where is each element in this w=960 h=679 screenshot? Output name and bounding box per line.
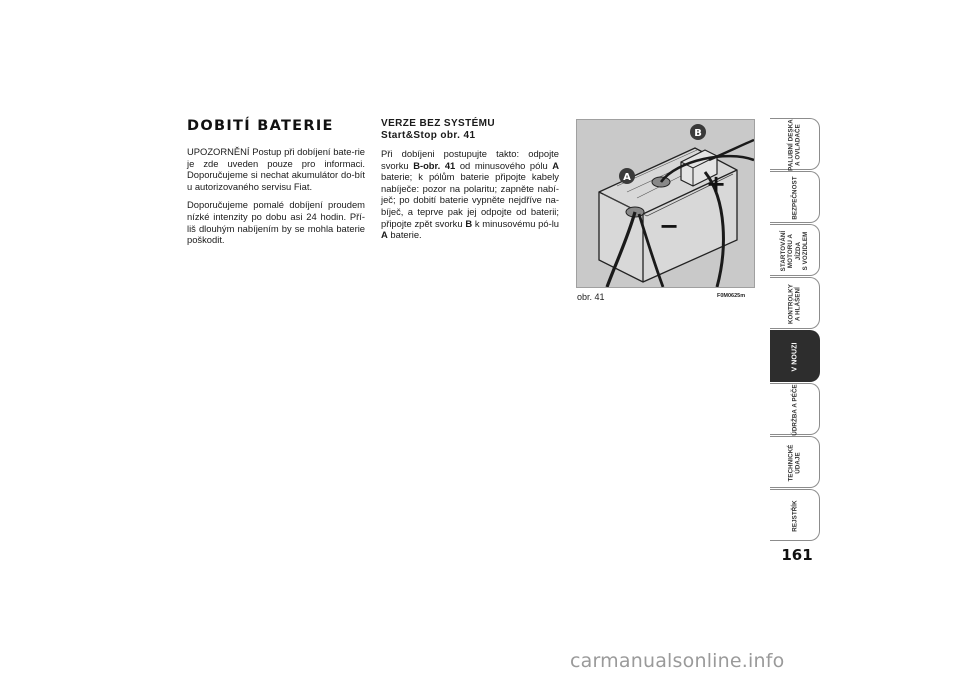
- procedure-text-1: Při dobíjeni postupujte takto: odpojte svorku: [381, 148, 559, 171]
- procedure-text-3: baterie; k pólům baterie připojte kabely nabíječe: pozor na polaritu; zapněte nabí-ječ; po dobití baterie vypněte nejdříve na-bíječ, a teprve pak jej odpojte od baterii; připojte zpět svorku: [381, 171, 559, 229]
- tab-label: STARTOVÁNÍ MOTORU A JÍZDA S VOZIDLEM: [780, 230, 810, 272]
- plus-sign: +: [705, 170, 727, 198]
- subsection-title-line2: Start&Stop obr. 41: [381, 130, 476, 141]
- tab-kontrolky[interactable]: [770, 277, 820, 329]
- procedure-paragraph: [381, 148, 559, 241]
- tab-label: KONTROLKY A HLÁŠENÍ: [787, 283, 802, 325]
- warning-label: UPOZORNĚNÍ: [187, 146, 250, 157]
- warning-paragraph: [187, 146, 365, 192]
- tab-startovani[interactable]: [770, 224, 820, 276]
- left-column: [187, 118, 365, 253]
- label-a: A: [623, 172, 631, 183]
- figure-code: F0M0625m: [717, 293, 746, 299]
- tab-v-nouzi[interactable]: [770, 330, 820, 382]
- recommendation-paragraph: Doporučujeme pomalé dobíjení proudem nízké intenzity po dobu asi 24 hodin. Pří-liš dlouhým nabíjením by se mohla baterie poškodit.: [187, 199, 365, 246]
- procedure-text-2: od minusového pólu: [455, 159, 553, 171]
- tab-label: V NOUZI: [791, 342, 799, 372]
- battery-figure: [576, 119, 755, 288]
- minus-sign: −: [658, 212, 680, 240]
- warning-text: Postup při dobíjení bate-rie je zde uveden pouze pro informaci. Doporučujeme si nechat akumulátor do-bít u autorizovaného servisu Fiat.: [187, 146, 365, 192]
- figure-caption: obr. 41: [577, 292, 605, 302]
- tab-label: PALUBNÍ DESKA A OVLADAČE: [787, 119, 802, 171]
- procedure-ref-a-2: A: [381, 229, 388, 241]
- tab-label: BEZPEČNOST: [791, 176, 799, 220]
- procedure-text-4: k minusovému pó-lu: [472, 217, 559, 229]
- label-b: B: [694, 128, 702, 139]
- subsection-title-line1: VERZE BEZ SYSTÉMU: [381, 118, 496, 129]
- procedure-text-5: baterie.: [387, 229, 422, 241]
- right-column: [381, 118, 559, 248]
- tab-udrzba[interactable]: [770, 383, 820, 435]
- tab-technicke-udaje[interactable]: [770, 436, 820, 488]
- tab-label: ÚDRŽBA A PÉČE: [791, 384, 799, 436]
- tab-palubni-deska[interactable]: [770, 118, 820, 170]
- tab-label: TECHNICKÉ ÚDAJE: [787, 444, 802, 482]
- procedure-ref-b: B: [465, 217, 473, 229]
- battery-illustration: [577, 120, 754, 287]
- procedure-ref-b-fig: B-obr. 41: [413, 159, 456, 171]
- tab-bezpecnost[interactable]: [770, 171, 820, 223]
- watermark: carmanualsonline.info: [570, 650, 785, 672]
- page-number: 161: [781, 546, 813, 564]
- subsection-title: [381, 118, 559, 142]
- procedure-ref-a: A: [552, 159, 560, 171]
- tab-rejstrik[interactable]: [770, 489, 820, 541]
- tab-label: REJSTŘÍK: [791, 500, 799, 532]
- section-title: DOBITÍ BATERIE: [187, 118, 334, 134]
